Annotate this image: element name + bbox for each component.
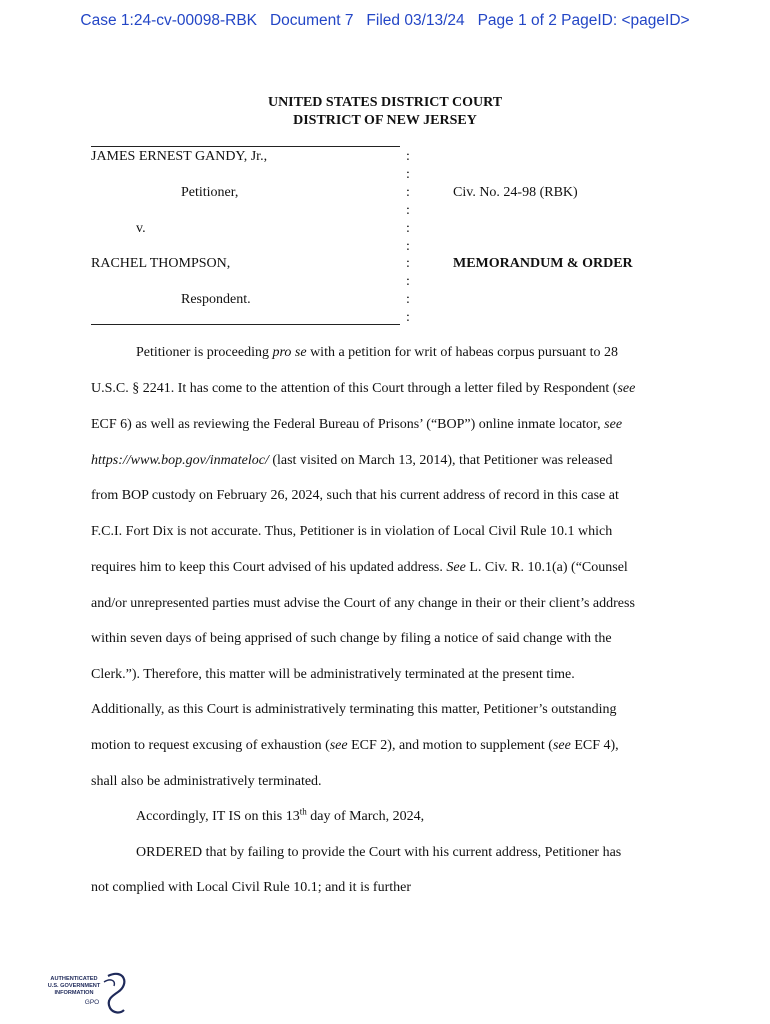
body-text: L. Civ. R. 10.1(a) (“Counsel <box>465 560 628 575</box>
body-line: not complied with Local Civil Rule 10.1; and it is further <box>91 880 412 895</box>
body-text: with a petition for writ of habeas corpus pursuant to 28 <box>306 345 618 360</box>
body-italic: see <box>604 417 623 432</box>
civil-case-number: Civ. No. 24-98 (RBK) <box>453 185 578 200</box>
body-line: within seven days of being apprised of such change by filing a notice of said change with the <box>91 631 612 646</box>
caption-bottom-rule <box>91 324 400 325</box>
body-line: F.C.I. Fort Dix is not accurate. Thus, Petitioner is in violation of Local Civil Rule 10.1 which <box>91 524 613 539</box>
petitioner-name: JAMES ERNEST GANDY, Jr., <box>91 149 268 164</box>
body-text: Accordingly, IT IS on this 13 <box>136 809 300 824</box>
ecf-filing-header: Case 1:24-cv-00098-RBK Document 7 Filed 03/13/24 Page 1 of 2 PageID: <pageID> <box>80 12 690 29</box>
body-text: ECF 4), <box>570 738 619 753</box>
caption-colon: : <box>406 167 410 182</box>
body-text: day of March, 2024, <box>306 809 425 824</box>
body-italic: pro se <box>272 345 307 360</box>
petitioner-role: Petitioner, <box>181 185 239 200</box>
body-text: motion to request excusing of exhaustion ( <box>91 738 330 753</box>
seal-text: U.S. GOVERNMENT <box>47 983 101 989</box>
versus: v. <box>136 221 146 236</box>
caption-colon: : <box>406 310 410 325</box>
body-italic: see <box>617 381 636 396</box>
body-line: from BOP custody on February 26, 2024, such that his current address of record in this case at <box>91 488 619 503</box>
body-line: ORDERED that by failing to provide the Court with his current address, Petitioner has <box>136 845 622 860</box>
body-line: shall also be administratively terminated. <box>91 774 322 789</box>
body-italic: see <box>552 738 571 753</box>
court-name: UNITED STATES DISTRICT COURT <box>267 95 503 110</box>
body-text: ECF 6) as well as reviewing the Federal Bureau of Prisons’ (“BOP”) online inmate locator, <box>91 417 605 432</box>
caption-colon: : <box>406 256 410 271</box>
document-title: MEMORANDUM & ORDER <box>453 256 633 271</box>
body-line <box>91 560 628 576</box>
body-text: ECF 2), and motion to supplement ( <box>347 738 553 753</box>
bop-inmate-locator-url: https://www.bop.gov/inmateloc/ <box>91 453 269 468</box>
body-line <box>91 453 613 469</box>
caption-top-rule <box>91 146 400 147</box>
seal-text: AUTHENTICATED <box>50 976 98 982</box>
caption-colon: : <box>406 185 410 200</box>
caption-colon: : <box>406 221 410 236</box>
respondent-name: RACHEL THOMPSON, <box>91 256 231 271</box>
body-line <box>91 738 619 754</box>
gpo-authentication-seal-icon <box>44 970 130 1016</box>
court-district: DISTRICT OF NEW JERSEY <box>293 113 477 128</box>
respondent-role: Respondent. <box>181 292 251 307</box>
seal-text: INFORMATION <box>54 990 94 996</box>
body-line: Clerk.”). Therefore, this matter will be administratively terminated at the present time. <box>91 667 575 682</box>
seal-mark: GPO <box>84 999 100 1006</box>
body-line <box>136 345 618 361</box>
body-text: (last visited on March 13, 2014), that Petitioner was released <box>268 453 613 468</box>
eagle-wing-icon <box>104 980 114 986</box>
body-line <box>91 381 635 397</box>
body-text: Petitioner is proceeding <box>136 345 273 360</box>
body-italic: see <box>329 738 348 753</box>
caption-colon: : <box>406 292 410 307</box>
body-line: Additionally, as this Court is administratively terminating this matter, Petitioner’s outstanding <box>91 702 617 717</box>
body-text: requires him to keep this Court advised of his updated address. <box>91 560 447 575</box>
caption-colon: : <box>406 149 410 164</box>
caption-colon: : <box>406 203 410 218</box>
caption-colon: : <box>406 274 410 289</box>
body-line <box>136 806 425 825</box>
body-italic: See <box>446 560 466 575</box>
body-text: U.S.C. § 2241. It has come to the attention of this Court through a letter filed by Respondent ( <box>91 381 618 396</box>
body-line <box>91 417 622 433</box>
ordinal-suffix: th <box>299 806 307 817</box>
body-line: and/or unrepresented parties must advise the Court of any change in their or their client’s address <box>91 596 635 611</box>
caption-colon: : <box>406 239 410 254</box>
